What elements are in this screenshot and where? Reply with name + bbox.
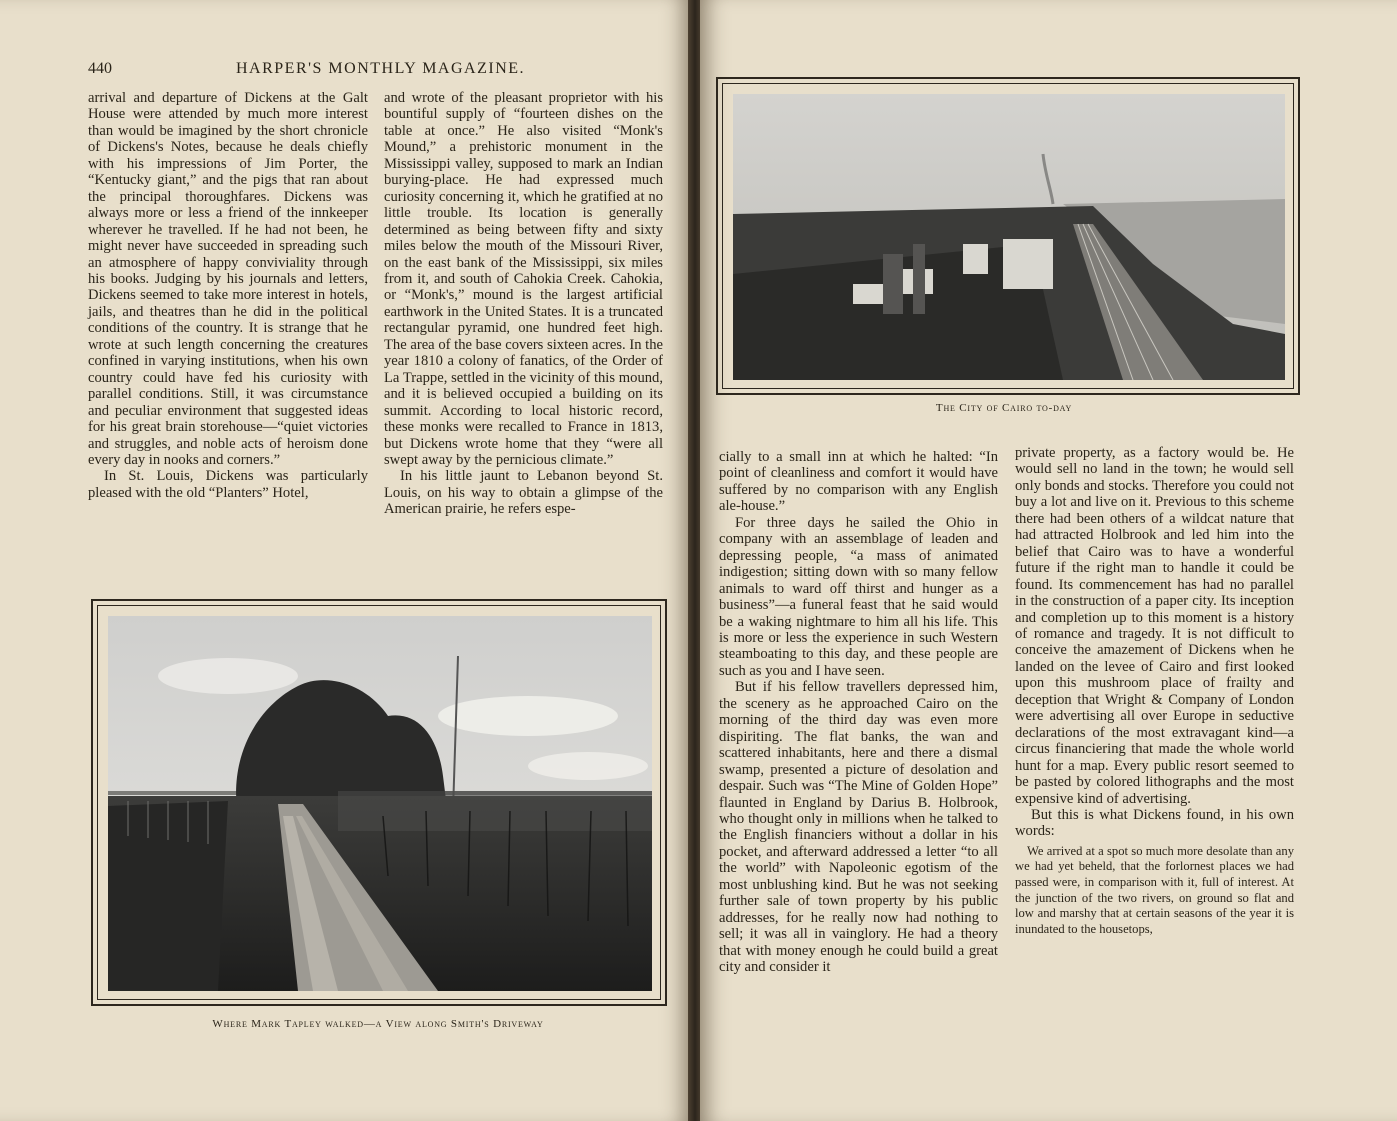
paragraph: cially to a small inn at which he halted: “In point of cleanliness and comfort it would have suffered by no comparison with any English ale-house.” [719,449,998,515]
paragraph: In St. Louis, Dickens was particularly pleased with the old “Planters” Hotel, [88,468,368,501]
right-page [700,0,1397,1121]
figure-caption: The City of Cairo to-day [935,402,1073,414]
block-quote: We arrived at a spot so much more desolate than any we had yet beheld, that the forlornest places we had passed were, in comparison with it, full of interest. At the junction of the two rivers, on ground so flat and low and marshy that at certain seasons of the year it is inundated to the housetops, [1015,843,1294,936]
page-header [88,60,663,82]
paragraph: But this is what Dickens found, in his own words: [1015,806,1294,840]
left-column-1 [88,90,368,501]
paragraph: arrival and departure of Dickens at the Galt House were attended by much more interest than would be imagined by the short chronicle of Dickens's Notes, because he deals chiefly with his impressions of Jim Porter, the “Kentucky giant,” and the pigs that ran about the principal thoroughfares. Dickens was always more or less a friend of the innkeeper wherever he travelled. If he had not been, he might never have succeeded in spreading such an atmosphere of happy conviviality through his books. Judging by his journals and letters, Dickens seemed to take more interest in hotels, jails, and theatres than he did in the political conditions of the country. It is strange that he wrote at such length concerning the creatures confined in varying institutions, when his own country could have fed his curiosity with parallel conditions. Still, it was circumstance and peculiar environment that suggested ideas for his great brain storehouse—“quiet victories and struggles, and noble acts of heroism done every day in nooks and corners.” [88,90,368,468]
paragraph: But if his fellow travellers depressed him, the scenery as he approached Cairo on the morning of the third day was even more dispiriting. The flat banks, the wan and scattered inhabitants, here and there a dismal swamp, presented a picture of desolation and despair. Such was “The Mine of Golden Hope” flaunted in England by Darius B. Holbrook, who thought only in millions when he talked to the English financiers without a dollar in his pocket, and afterward addressed a letter “to all the world” with Napoleonic egotism of the most unblushing kind. But he was not seeking further sale of town property by his public addresses, for he really now had nothing to sell; it was all in vainglory. He had a theory that with money enough he could build a great city and consider it [719,679,998,976]
paragraph: private property, as a factory would be. He would sell no land in the town; he would sell only bonds and stocks. Therefore you could not buy a lot and live on it. Previous to this scheme there had been others of a wildcat nature that had attracted Holbrook and led him into the belief that Cairo was to have a wonderful future if the right man to handle it could be found. Its commencement has had no parallel in the construction of a paper city. Its inception and completion up to this moment is a history of romance and tragedy. It is not difficult to conceive the amazement of Dickens when he landed on the levee of Cairo and first looked upon this mushroom place of frailty and deception that Wright & Company of London were advertising all over Europe in seductive declarations of the most extravagant kind—a circus financiering that made the whole world hunt for a map. Every public resort seemed to be pasted by colored lithographs and the most expensive kind of advertising. [1015,445,1294,807]
left-page [0,0,690,1121]
cairo-photo-frame [716,77,1300,395]
cairo-city-photo [733,94,1285,380]
paragraph: and wrote of the pleasant proprietor with his bountiful supply of “fourteen dishes on the table at once.” He also visited “Monk's Mound,” a prehistoric monument in the Mississippi valley, supposed to mark an Indian burying-place. He had expressed much curiosity concerning it, which he gratified at no little trouble. Its location is generally determined as being between fifty and sixty miles below the mouth of the Missouri River, on the east bank of the Mississippi, six miles from it, and south of Cahokia Creek. Cahokia, or “Monk's,” mound is the largest artificial earthwork in the United States. It is a truncated rectangular pyramid, one hundred feet high. The area of the base covers sixteen acres. In the year 1810 a colony of fanatics, of the Order of La Trappe, settled in the vicinity of this mound, and it is believed occupied a building on its summit. According to local historic record, these monks were recalled to France in 1813, but Dickens wrote home that they “were all swept away by the pernicious climate.” [384,90,663,468]
paragraph: In his little jaunt to Lebanon beyond St. Louis, on his way to obtain a glimpse of the American prairie, he refers espe- [384,468,663,518]
driveway-photo-frame [91,599,667,1006]
right-column-1 [719,449,998,976]
figure-caption: Where Mark Tapley walked—a View along Smith's Driveway [212,1018,544,1030]
left-column-2 [384,90,663,518]
page-number: 440 [88,60,112,77]
driveway-photo [108,616,652,991]
right-column-2 [1015,445,1294,937]
paragraph: For three days he sailed the Ohio in company with an assemblage of leaden and depressing people, “a mass of animated indigestion; sitting down with so many fellow animals to ward off thirst and hunger as a business”—a funeral feast that he said would be a waking nightmare to him all his life. This is more or less the experience in such Western steamboating to this day, and these people are such as you and I have seen. [719,514,998,679]
running-head: HARPER'S MONTHLY MAGAZINE. [236,60,526,77]
